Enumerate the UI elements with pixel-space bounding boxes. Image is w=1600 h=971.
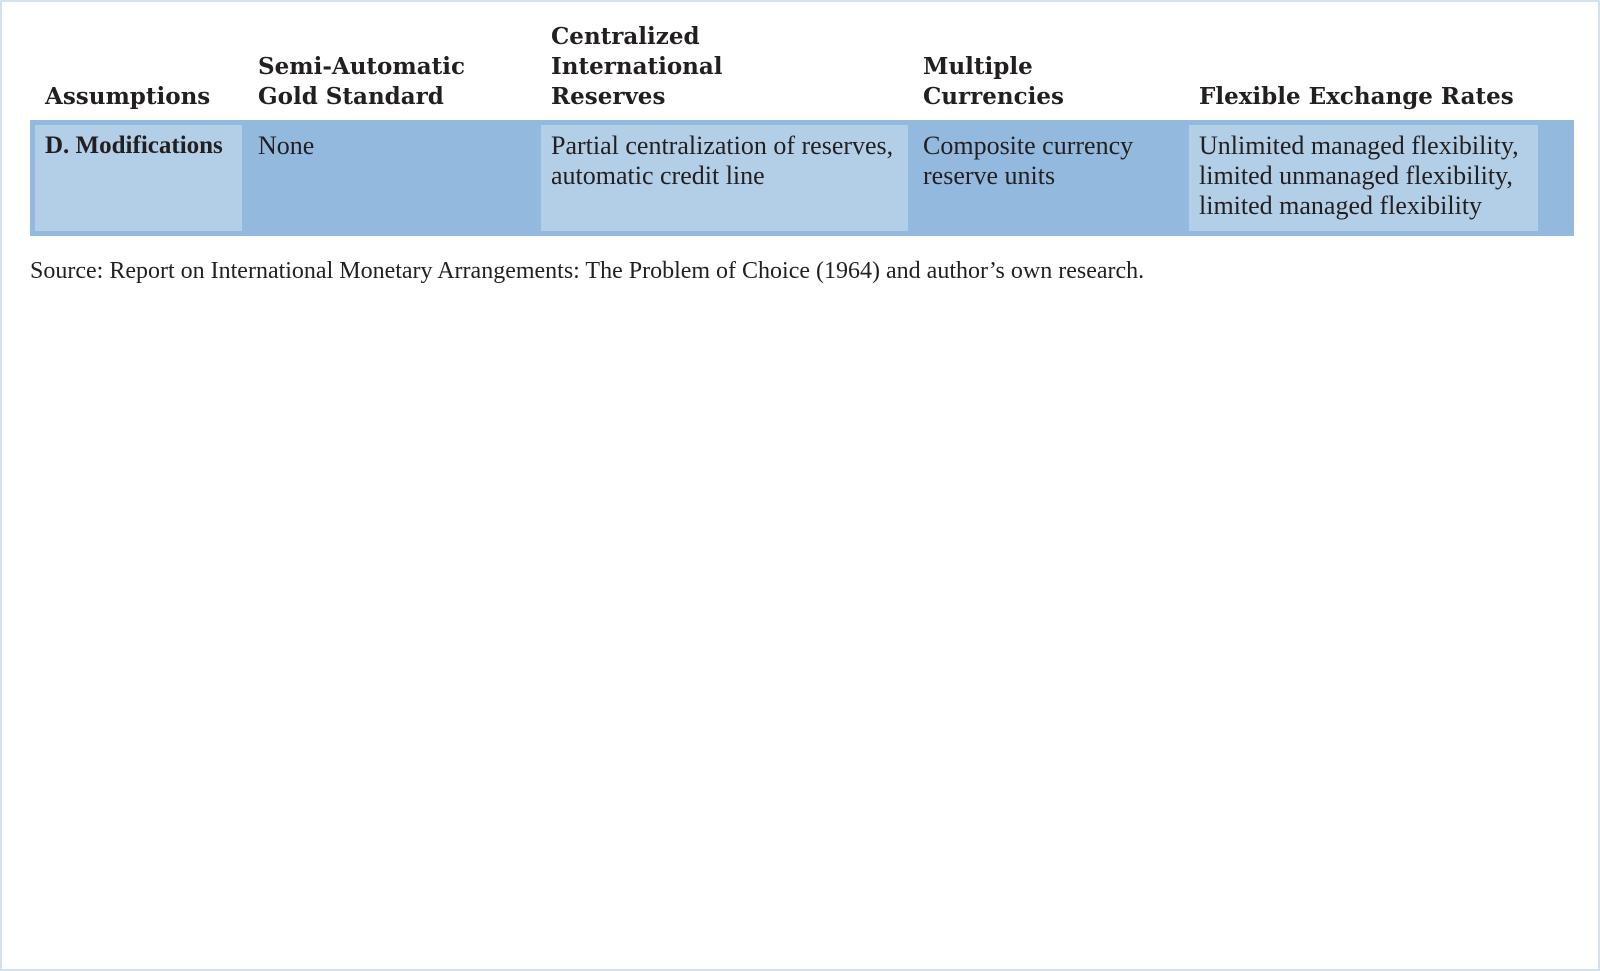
cell-multiple-currencies: Composite currency reserve units (923, 131, 1134, 190)
header-gold-standard: Semi-Automatic Gold Standard (258, 53, 465, 110)
cell-gold-standard: None (258, 131, 315, 160)
source-note: Source: Report on International Monetary Arrangements: The Problem of Choice (1964) and author’s own research. (30, 258, 1145, 284)
table-row (30, 120, 1574, 236)
comparison-table (30, 2, 1574, 220)
cell-flexible-exchange-rates: Unlimited managed flexibility, limited unmanaged flexibility, limited managed flexibility (1189, 125, 1538, 231)
header-centralized-reserves: Centralized International Reserves (551, 23, 723, 110)
cell-centralized-reserves: Partial centralization of reserves, automatic credit line (541, 125, 908, 231)
header-flexible-exchange-rates: Flexible Exchange Rates (1199, 83, 1514, 110)
header-multiple-currencies: Multiple Currencies (923, 53, 1064, 110)
header-assumptions: Assumptions (45, 83, 211, 110)
row-label-modifications: D. Modifications (35, 125, 242, 231)
table-header-row (30, 2, 1574, 120)
